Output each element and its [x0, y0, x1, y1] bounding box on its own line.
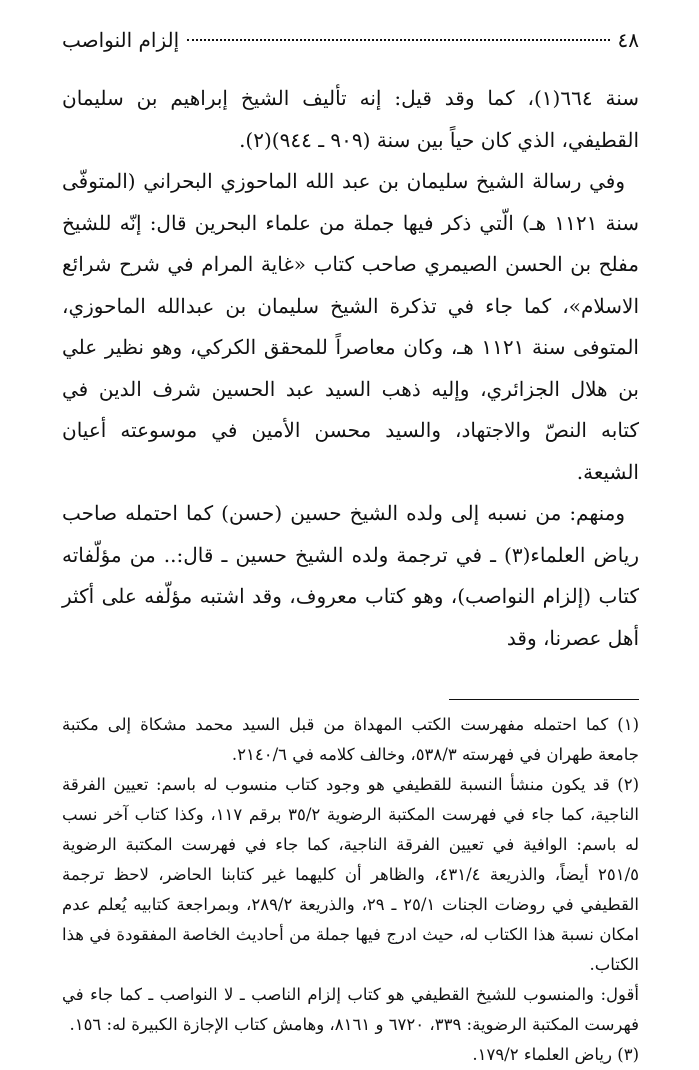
main-text — [62, 78, 639, 659]
body-paragraph-1: سنة ٦٦٤(١)، كما وقد قيل: إنه تأليف الشيخ إبراهيم بن سليمان القطيفي، الذي كان حياً بين سنة (٩٠٩ ـ ٩٤٤)(٢). — [62, 86, 640, 152]
footnotes — [62, 710, 639, 1070]
footnote-3: (٣) رياض العلماء ١٧٩/٢. — [472, 1045, 639, 1064]
running-title: إلزام النواصب — [62, 28, 180, 52]
footnote-divider — [449, 699, 639, 700]
page-number: ٤٨ — [617, 28, 639, 52]
footnote-2: (٢) قد يكون منشأ النسبة للقطيفي هو وجود كتاب منسوب له باسم: تعيين الفرقة الناجية، كما جاء في فهرست المكتبة الرضوية ٣٥/٢ برقم ١١٧، وكذا كتاب آخر نسب له باسم: الوافية في تعيين الفرقة الناجية، كما جاء في فهرست المكتبة الرضوية ٢٥١/٥ أيضاً، والذريعة ٤٣١/٤، والظاهر أن كليهما غير كتابنا الحاضر، لاحظ ترجمة القطيفي في روضات الجنات ٢٥/١ ـ ٢٩، والذريعة ٢٨٩/٢، وبمراجعة كتابيه يُعلم عدم امكان نسبة هذا الكتاب له، حيث ادرج فيها جملة من أحاديث الخاصة المفقودة في هذا الكتاب. — [62, 775, 640, 974]
footnote-2-addendum: أقول: والمنسوب للشيخ القطيفي هو كتاب إلزام الناصب ـ لا النواصب ـ كما جاء في فهرست المكتبة الرضوية: ٣٣٩، ٦٧٢٠ و ٨١٦١، وهامش كتاب الإجازة الكبيرة له: ١٥٦. — [62, 985, 639, 1034]
page-header — [62, 28, 639, 62]
header-dot-leader — [187, 39, 609, 41]
body-paragraph-3: ومنهم: من نسبه إلى ولده الشيخ حسين (حسن) كما احتمله صاحب رياض العلماء(٣) ـ في ترجمة ولده الشيخ حسين ـ قال:.. من مؤلّفاته كتاب (إلزام النواصب)، وهو كتاب معروف، وقد اشتبه مؤلّفه على أكثر أهل عصرنا، وقد — [62, 501, 640, 650]
body-paragraph-2: وفي رسالة الشيخ سليمان بن عبد الله الماحوزي البحراني (المتوفّى سنة ١١٢١ هـ) الّتي ذكر فيها جملة من علماء البحرين قال: إنّه للشيخ مفلح بن الحسن الصيمري صاحب كتاب «غاية المرام في شرح شرائع الاسلام»، كما جاء في تذكرة الشيخ سليمان بن عبدالله الماحوزي، المتوفى سنة ١١٢١ هـ، وكان معاصراً للمحقق الكركي، وهو نظير علي بن هلال الجزائري، وإليه ذهب السيد عبد الحسين شرف الدين في كتابه النصّ والاجتهاد، والسيد محسن الأمين في موسوعته أعيان الشيعة. — [62, 169, 639, 484]
footnote-1: (١) كما احتمله مفهرست الكتب المهداة من قبل السيد محمد مشكاة إلى مكتبة جامعة طهران في فهرسته ٥٣٨/٣، وخالف كلامه في ٢١٤٠/٦. — [62, 715, 639, 764]
